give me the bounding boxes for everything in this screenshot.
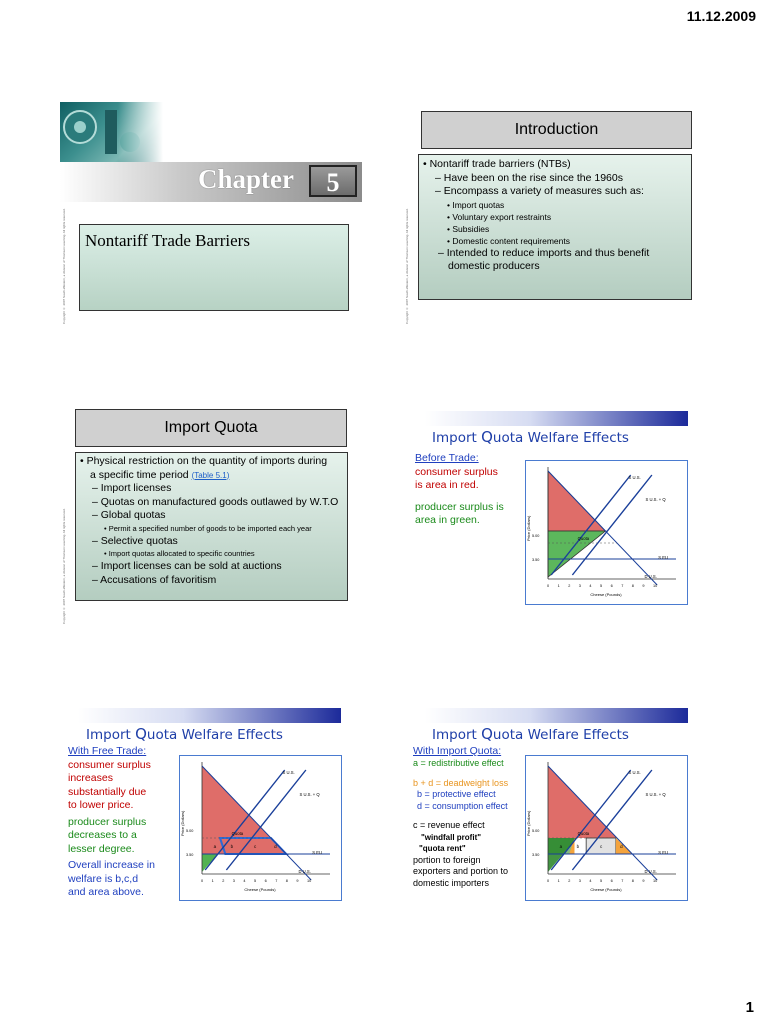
copyright-note: Copyright © 2007 South-Western, a division of Thomson Learning. All rights reserved. [62,508,66,624]
x-tick-label: 0 [201,879,204,883]
chart-import-quota [525,755,688,901]
page-number: 1 [745,999,754,1016]
x-tick-label: 6 [610,584,613,588]
bullet: – Import licenses can be sold at auctions [92,560,282,572]
demand-label: D U.S. [644,574,657,579]
chapter-cover-image [60,102,163,162]
x-tick-label: 3 [578,879,581,883]
quota-content [75,452,348,601]
x-tick-label: 10 [653,584,658,588]
x-tick-label: 9 [642,584,645,588]
bullet: – Import licenses [92,482,172,494]
area-label-c: c [253,844,257,849]
slide-title: Import Quota Welfare Effects [432,725,629,743]
supply-quota-label: S U.S. + Q [645,792,666,797]
y-axis-label: Price (Dollars) [526,810,531,836]
bullet: – Encompass a variety of measures such as: [435,185,644,197]
chart-before-trade [525,460,688,605]
x-tick-label: 8 [631,879,634,883]
chapter-title-box [79,224,349,311]
x-tick-label: 1 [557,584,560,588]
x-tick-label: 5 [600,879,603,883]
welfare-chart [526,756,687,900]
y-tick-label: 3.50 [532,853,540,857]
copyright-note: Copyright © 2007 South-Western, a division of Thomson Learning. All rights reserved. [62,208,66,324]
x-tick-label: 9 [296,879,299,883]
x-tick-label: 7 [621,584,624,588]
x-tick-label: 5 [600,584,603,588]
x-tick-label: 4 [589,879,592,883]
chapter-number: 5 [309,165,357,197]
y-tick-label: 5.00 [186,829,194,833]
supply-eu-label: S EU [658,850,669,855]
supply-us-label: S U.S. [628,770,641,775]
bullet: • Physical restriction on the quantity of imports during a specific time period (Table 5.1) [80,455,328,481]
x-tick-label: 2 [568,879,571,883]
bullet: • Permit a specified number of goods to be imported each year [104,523,312,533]
x-axis-label: Cheese (Pounds) [590,592,622,597]
x-tick-label: 3 [232,879,235,883]
chapter-label: Chapter [198,164,294,194]
x-axis-label: Cheese (Pounds) [590,887,622,892]
supply-us-label: S U.S. [628,475,641,480]
bullet: • Import quotas [447,199,505,210]
bullet: – Intended to reduce imports and thus benefit domestic producers [438,246,650,272]
slide-title: Import Quota Welfare Effects [86,725,283,743]
title-bar [425,708,688,723]
area-label-d: d [274,844,277,849]
bullet: – Have been on the rise since the 1960s [435,171,623,184]
bullet: • Subsidies [447,223,490,234]
x-tick-label: 10 [653,879,658,883]
before-trade-text: Before Trade: consumer surplus is area in red. producer surplus is area in green. [415,452,504,526]
intro-content [418,154,692,300]
y-axis-label: Price (Dollars) [526,515,531,541]
quota-header: Import Quota [75,409,347,447]
table-link[interactable]: (Table 5.1) [191,470,230,480]
x-tick-label: 1 [211,879,214,883]
area-label-a: a [559,844,563,849]
bullet: – Quotas on manufactured goods outlawed by W.T.O [92,495,339,508]
quota-label: Quota [577,831,590,836]
y-tick-label: 3.50 [532,558,540,562]
area-label-c: c [599,844,603,849]
demand-label: D U.S. [644,869,657,874]
chart-free-trade [179,755,342,901]
date: 11.12.2009 [686,8,756,24]
x-tick-label: 10 [307,879,312,883]
quota-label: Quota [231,831,244,836]
y-tick-label: 5.00 [532,829,540,833]
x-tick-label: 1 [557,879,560,883]
x-axis-label: Cheese (Pounds) [244,887,276,892]
area-label-a: a [213,844,217,849]
bullet: • Domestic content requirements [447,235,570,246]
quota-effects-text: With Import Quota: a = redistributive effect b + d = deadweight loss b = protective effect d = consumption effect c = revenue effect "windfall profit" "quota rent" portion to foreign exporters and portion to domestic importers [413,745,509,888]
supply-quota-label: S U.S. + Q [299,792,320,797]
bullet: – Selective quotas [92,534,178,547]
demand-label: D U.S. [298,869,311,874]
x-tick-label: 9 [642,879,645,883]
y-tick-label: 5.00 [532,534,540,538]
x-tick-label: 2 [222,879,225,883]
title-bar [78,708,341,723]
y-axis-label: Price (Dollars) [180,810,185,836]
slide-title: Import Quota Welfare Effects [432,428,629,446]
welfare-chart [180,756,341,900]
x-tick-label: 4 [589,584,592,588]
bullet: – Accusations of favoritism [92,573,217,586]
x-tick-label: 4 [243,879,246,883]
x-tick-label: 8 [285,879,288,883]
supply-eu-label: S EU [658,555,669,560]
quota-label: Quota [577,536,590,541]
x-tick-label: 0 [547,584,550,588]
bullet: – Global quotas [92,509,166,521]
supply-eu-label: S EU [312,850,323,855]
bullet: • Import quotas allocated to specific countries [104,549,255,558]
x-tick-label: 7 [275,879,278,883]
x-tick-label: 3 [578,584,581,588]
x-tick-label: 6 [610,879,613,883]
x-tick-label: 6 [264,879,267,883]
area-label-b: b [576,844,580,849]
free-trade-text: With Free Trade: consumer surplus increases substantially due to lower price. producer surplus decreases to a lesser degree. Overall increase in welfare is b,c,d and area above. [68,745,155,898]
intro-header: Introduction [421,111,692,149]
title-bar [425,411,688,426]
supply-quota-label: S U.S. + Q [645,497,666,502]
welfare-chart [526,461,687,604]
bullet: • Voluntary export restraints [447,211,552,222]
x-tick-label: 7 [621,879,624,883]
copyright-note: Copyright © 2007 South-Western, a division of Thomson Learning. All rights reserved. [405,208,409,324]
x-tick-label: 2 [568,584,571,588]
x-tick-label: 8 [631,584,634,588]
y-tick-label: 3.50 [186,853,194,857]
area-label-b: b [230,844,234,849]
x-tick-label: 5 [254,879,257,883]
supply-us-label: S U.S. [282,770,295,775]
bullet: • Nontariff trade barriers (NTBs) [423,158,571,170]
x-tick-label: 0 [547,879,550,883]
chapter-title: Nontariff Trade Barriers [85,231,250,250]
area-label-d: d [620,844,623,849]
